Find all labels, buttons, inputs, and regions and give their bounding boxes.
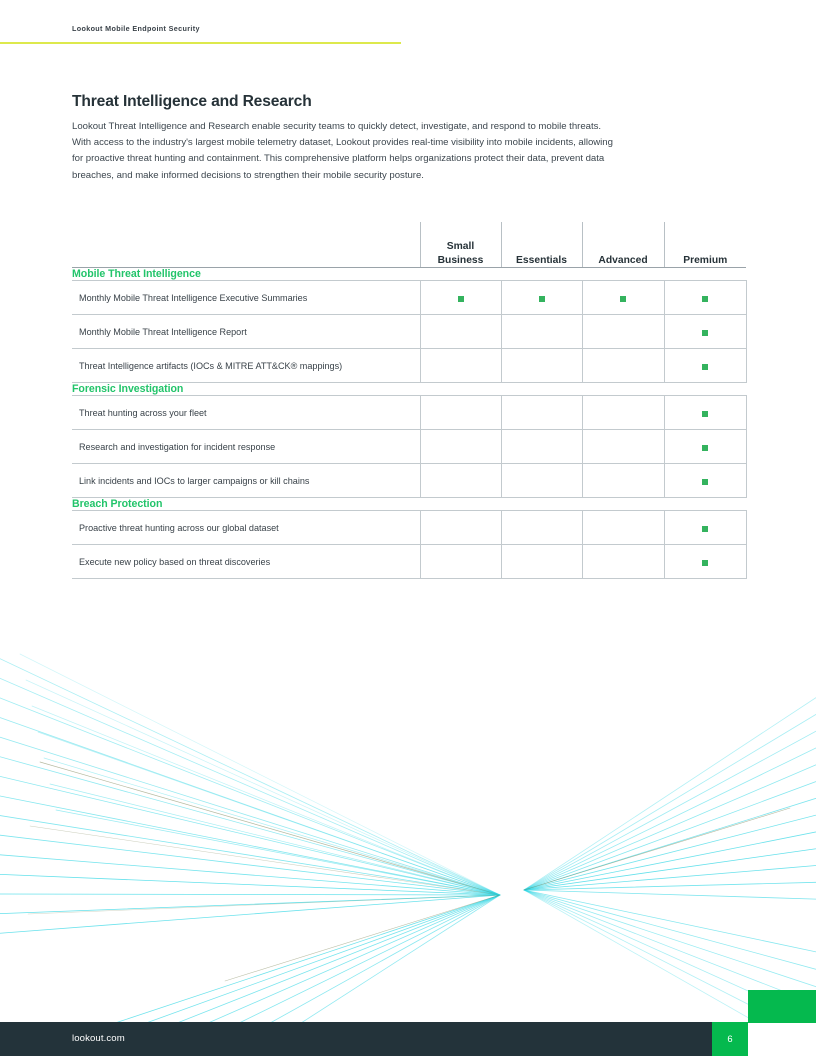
feature-name-cell: Research and investigation for incident response [72,430,420,464]
column-header-line-2: Business [437,254,484,266]
plan-availability-cell [582,511,664,545]
plan-availability-cell [420,464,501,498]
table-header-row [72,222,746,268]
ray-burst-graphic [0,636,816,1022]
included-marker-icon [539,296,545,302]
not-included-placeholder [539,560,545,566]
not-included-placeholder [620,411,626,417]
footer-website-url[interactable]: lookout.com [72,1033,125,1044]
plan-availability-cell [501,281,582,315]
table-group-spacer-cell [501,383,582,396]
plan-availability-cell [582,464,664,498]
feature-name-cell: Link incidents and IOCs to larger campaigns or kill chains [72,464,420,498]
included-marker-icon [702,560,708,566]
not-included-placeholder [539,445,545,451]
included-marker-icon [702,479,708,485]
plan-availability-cell [420,511,501,545]
plan-availability-cell [420,396,501,430]
table-group-spacer-cell [501,498,582,511]
plan-availability-cell [501,396,582,430]
plan-availability-cell [582,349,664,383]
plan-availability-cell [664,511,746,545]
plan-availability-cell [582,545,664,579]
table-row [72,430,746,464]
table-group-spacer-cell [420,383,501,396]
plan-availability-cell [664,281,746,315]
table-group-row [72,268,746,281]
table-group-label: Breach Protection [72,498,163,510]
table-group-spacer-cell [582,268,664,281]
included-marker-icon [702,526,708,532]
table-group-spacer-cell [664,268,746,281]
section-intro-paragraph: Lookout Threat Intelligence and Research enable security teams to quickly detect, investigate, and respond to mobile threats. With access to the industry's largest mobile telemetry dataset, Lookout provides real-time visibility into mobile incidents, allowing for proactive threat hunting and containment. This comprehensive platform helps organizations protect their data, prevent data breaches, and make informed decisions to strengthen their mobile security posture. [72,121,613,181]
footer-accent-block [748,990,816,1023]
table-row [72,464,746,498]
not-included-placeholder [539,411,545,417]
not-included-placeholder [539,526,545,532]
plan-availability-cell [664,464,746,498]
plan-availability-cell [420,349,501,383]
not-included-placeholder [458,560,464,566]
feature-name-cell: Threat Intelligence artifacts (IOCs & MITRE ATT&CK® mappings) [72,349,420,383]
plan-availability-cell [420,545,501,579]
included-marker-icon [458,296,464,302]
included-marker-icon [702,364,708,370]
not-included-placeholder [458,526,464,532]
column-header-essentials: Essentials [501,222,582,268]
included-marker-icon [702,330,708,336]
plan-availability-cell [501,511,582,545]
column-header-line-1: Small [446,241,475,253]
plan-availability-cell [664,396,746,430]
table-row [72,511,746,545]
table-row [72,349,746,383]
plan-availability-cell [501,349,582,383]
plan-availability-cell [420,430,501,464]
table-group-spacer-cell [582,498,664,511]
not-included-placeholder [458,330,464,336]
table-body [72,268,746,579]
feature-name-cell: Threat hunting across your fleet [72,396,420,430]
feature-name-cell: Monthly Mobile Threat Intelligence Executive Summaries [72,281,420,315]
included-marker-icon [702,411,708,417]
plan-availability-cell [664,315,746,349]
decorative-ray-artwork [0,636,816,1022]
not-included-placeholder [539,479,545,485]
header-accent-rule [0,42,401,44]
table-row [72,396,746,430]
table-group-spacer-cell [664,498,746,511]
table-row [72,545,746,579]
included-marker-icon [702,296,708,302]
plan-availability-cell [501,315,582,349]
not-included-placeholder [458,364,464,370]
not-included-placeholder [539,364,545,370]
table-group-spacer-cell [501,268,582,281]
plan-availability-cell [501,430,582,464]
plan-availability-cell [501,464,582,498]
table-group-label: Forensic Investigation [72,383,184,395]
plan-availability-cell [582,281,664,315]
included-marker-icon [702,445,708,451]
table-row [72,281,746,315]
not-included-placeholder [458,445,464,451]
column-header-premium: Premium [664,222,746,268]
plan-availability-cell [582,430,664,464]
not-included-placeholder [620,479,626,485]
not-included-placeholder [620,560,626,566]
feature-name-cell: Monthly Mobile Threat Intelligence Report [72,315,420,349]
table-group-row [72,498,746,511]
plan-availability-cell [664,545,746,579]
column-header-advanced: Advanced [582,222,664,268]
table-header [72,222,746,268]
running-header [0,0,816,48]
plan-availability-cell [420,281,501,315]
table-group-spacer-cell [582,383,664,396]
page-title: Threat Intelligence and Research [72,93,312,110]
table-group-spacer-cell [420,498,501,511]
page-number: 6 [727,1033,733,1044]
plan-comparison-table [72,222,746,579]
not-included-placeholder [620,330,626,336]
plan-availability-cell [664,430,746,464]
feature-name-cell: Execute new policy based on threat discoveries [72,545,420,579]
table-group-spacer-cell [420,268,501,281]
not-included-placeholder [539,330,545,336]
not-included-placeholder [620,364,626,370]
included-marker-icon [620,296,626,302]
not-included-placeholder [458,479,464,485]
table-group-row [72,383,746,396]
plan-availability-cell [582,396,664,430]
header-feature-column [72,222,420,268]
table-row [72,315,746,349]
running-header-title: Lookout Mobile Endpoint Security [72,24,200,33]
table-group-spacer-cell [664,383,746,396]
not-included-placeholder [620,445,626,451]
feature-name-cell: Proactive threat hunting across our global dataset [72,511,420,545]
plan-availability-cell [664,349,746,383]
table-group-label: Mobile Threat Intelligence [72,268,201,280]
not-included-placeholder [458,411,464,417]
plan-availability-cell [582,315,664,349]
not-included-placeholder [620,526,626,532]
plan-availability-cell [501,545,582,579]
column-header-small-business [420,222,501,268]
comparison-table [72,222,747,579]
plan-availability-cell [420,315,501,349]
